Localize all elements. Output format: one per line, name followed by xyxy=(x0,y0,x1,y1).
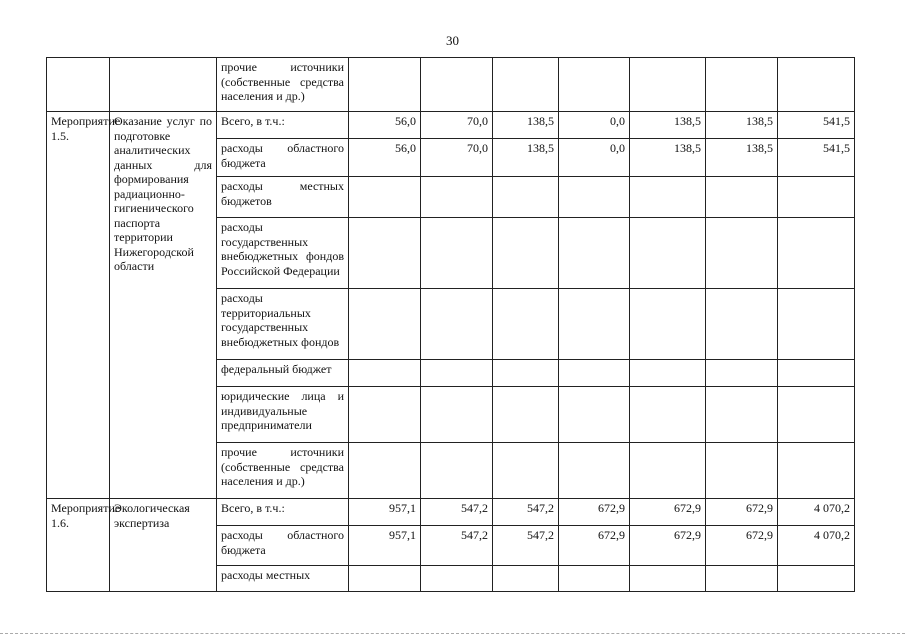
value-cell: 0,0 xyxy=(559,139,630,177)
funding-source-cell: расходы территориальных государственных внебюджетных фондов xyxy=(217,289,349,360)
value-cell xyxy=(349,360,421,387)
value-cell: 138,5 xyxy=(706,112,778,139)
measure-name-cell: Экологическая экспертиза xyxy=(110,499,217,592)
value-cell: 4 070,2 xyxy=(778,499,855,526)
funding-source-cell: расходы местных бюджетов xyxy=(217,177,349,218)
value-cell xyxy=(630,360,706,387)
value-cell xyxy=(778,58,855,112)
funding-source-cell: Всего, в т.ч.: xyxy=(217,499,349,526)
value-cell xyxy=(706,177,778,218)
value-cell xyxy=(559,289,630,360)
value-cell: 138,5 xyxy=(493,139,559,177)
value-cell xyxy=(630,387,706,443)
value-cell xyxy=(630,58,706,112)
value-cell xyxy=(349,443,421,499)
value-cell: 957,1 xyxy=(349,499,421,526)
funding-source-cell: прочие источники (собственные средства населения и др.) xyxy=(217,443,349,499)
value-cell xyxy=(559,566,630,592)
value-cell xyxy=(630,289,706,360)
value-cell: 541,5 xyxy=(778,139,855,177)
value-cell xyxy=(630,218,706,289)
table-row xyxy=(47,112,855,139)
value-cell: 0,0 xyxy=(559,112,630,139)
value-cell xyxy=(349,58,421,112)
value-cell xyxy=(630,177,706,218)
value-cell xyxy=(493,360,559,387)
value-cell xyxy=(778,218,855,289)
value-cell xyxy=(778,289,855,360)
value-cell xyxy=(559,58,630,112)
funding-source-cell: расходы областного бюджета xyxy=(217,139,349,177)
value-cell: 672,9 xyxy=(559,499,630,526)
funding-source-cell: юридические лица и индивидуальные предприниматели xyxy=(217,387,349,443)
value-cell xyxy=(421,177,493,218)
value-cell xyxy=(421,387,493,443)
value-cell xyxy=(778,387,855,443)
funding-table xyxy=(46,57,855,592)
measure-name-cell xyxy=(110,58,217,112)
value-cell xyxy=(349,289,421,360)
funding-source-cell: прочие источники (собственные средства населения и др.) xyxy=(217,58,349,112)
funding-source-cell: расходы государственных внебюджетных фондов Российской Федерации xyxy=(217,218,349,289)
value-cell xyxy=(493,443,559,499)
value-cell xyxy=(493,58,559,112)
value-cell xyxy=(706,443,778,499)
value-cell: 70,0 xyxy=(421,112,493,139)
value-cell xyxy=(421,289,493,360)
value-cell: 138,5 xyxy=(706,139,778,177)
funding-source-cell: Всего, в т.ч.: xyxy=(217,112,349,139)
value-cell xyxy=(630,443,706,499)
page-number: 30 xyxy=(446,33,459,48)
value-cell xyxy=(778,443,855,499)
value-cell: 672,9 xyxy=(706,526,778,566)
funding-source-cell: федеральный бюджет xyxy=(217,360,349,387)
value-cell: 70,0 xyxy=(421,139,493,177)
value-cell xyxy=(493,566,559,592)
measure-id-cell: Мероприятие 1.6. xyxy=(47,499,110,592)
page-edge-divider xyxy=(0,633,905,634)
value-cell: 541,5 xyxy=(778,112,855,139)
value-cell xyxy=(706,566,778,592)
measure-id-cell xyxy=(47,58,110,112)
value-cell xyxy=(493,177,559,218)
funding-source-cell: расходы областного бюджета xyxy=(217,526,349,566)
value-cell xyxy=(421,443,493,499)
value-cell xyxy=(706,360,778,387)
value-cell xyxy=(493,387,559,443)
value-cell xyxy=(778,566,855,592)
value-cell: 672,9 xyxy=(630,499,706,526)
value-cell: 957,1 xyxy=(349,526,421,566)
value-cell xyxy=(559,177,630,218)
value-cell: 56,0 xyxy=(349,112,421,139)
value-cell xyxy=(421,360,493,387)
table-row xyxy=(47,499,855,526)
measure-id-cell: Мероприятие 1.5. xyxy=(47,112,110,499)
value-cell xyxy=(706,289,778,360)
funding-source-cell: расходы местных xyxy=(217,566,349,592)
value-cell xyxy=(349,566,421,592)
value-cell xyxy=(493,218,559,289)
value-cell: 138,5 xyxy=(493,112,559,139)
value-cell: 547,2 xyxy=(421,499,493,526)
value-cell xyxy=(706,387,778,443)
value-cell: 672,9 xyxy=(630,526,706,566)
value-cell xyxy=(493,289,559,360)
value-cell: 672,9 xyxy=(559,526,630,566)
value-cell: 138,5 xyxy=(630,139,706,177)
value-cell: 547,2 xyxy=(493,526,559,566)
value-cell: 138,5 xyxy=(630,112,706,139)
value-cell: 56,0 xyxy=(349,139,421,177)
value-cell: 547,2 xyxy=(493,499,559,526)
value-cell xyxy=(349,218,421,289)
value-cell: 4 070,2 xyxy=(778,526,855,566)
value-cell xyxy=(349,177,421,218)
value-cell xyxy=(559,387,630,443)
value-cell xyxy=(559,218,630,289)
value-cell xyxy=(630,566,706,592)
value-cell xyxy=(421,58,493,112)
value-cell xyxy=(559,360,630,387)
value-cell: 672,9 xyxy=(706,499,778,526)
value-cell xyxy=(421,218,493,289)
value-cell xyxy=(778,177,855,218)
measure-name-cell: Оказание услуг по подготовке аналитических данных для формирования радиационно-гигиенического паспорта территории Нижегородской области xyxy=(110,112,217,499)
table-row xyxy=(47,58,855,112)
value-cell: 547,2 xyxy=(421,526,493,566)
value-cell xyxy=(421,566,493,592)
value-cell xyxy=(706,218,778,289)
value-cell xyxy=(706,58,778,112)
value-cell xyxy=(349,387,421,443)
value-cell xyxy=(778,360,855,387)
value-cell xyxy=(559,443,630,499)
